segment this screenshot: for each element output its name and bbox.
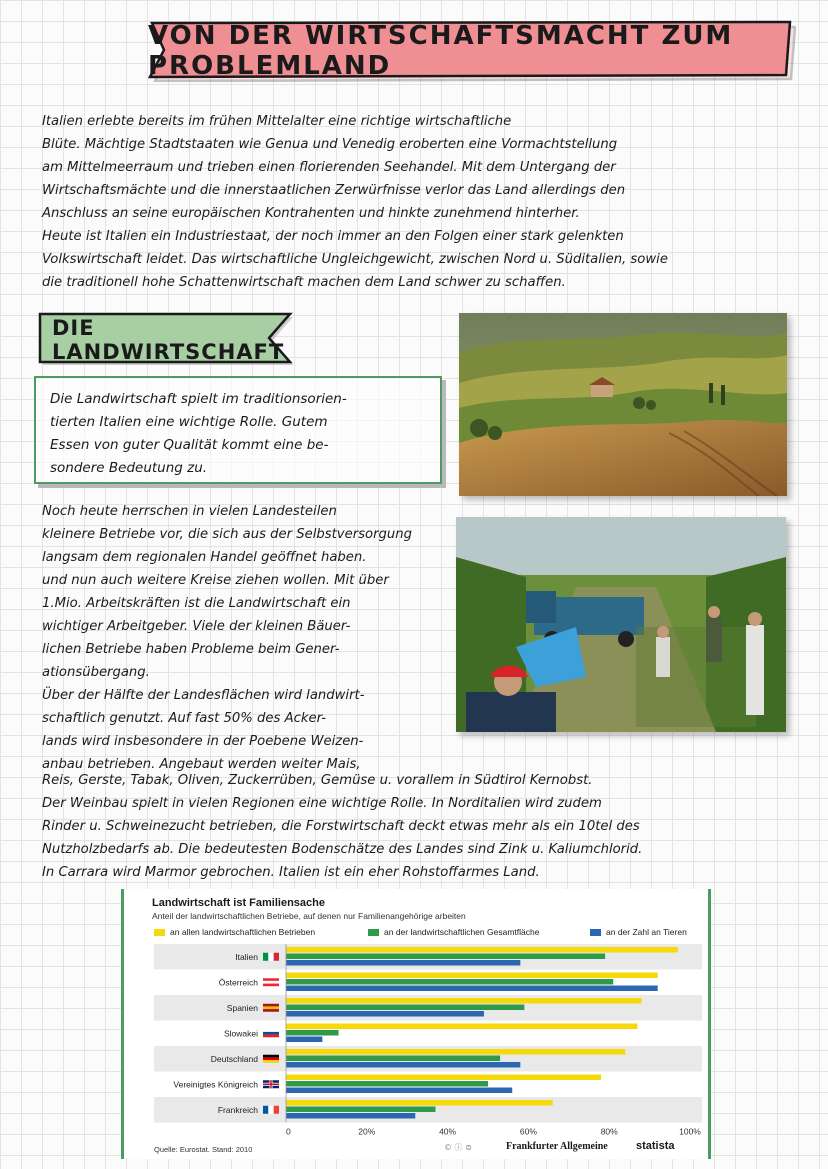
- x-tick-label: 40%: [439, 1126, 457, 1137]
- highlight-line: sondere Bedeutung zu.: [50, 460, 208, 476]
- body-paragraph-left: [42, 500, 442, 776]
- chart-plot: [124, 889, 714, 1139]
- body-line: Nutzholzbedarfs ab. Die bedeutesten Bodenschätze des Landes sind Zink u. Kaliumchlorid.: [42, 842, 643, 857]
- highlight-line: Die Landwirtschaft spielt im traditionsorien-: [50, 391, 347, 407]
- body-line: langsam dem regionalen Handel geöffnet haben.: [42, 550, 367, 565]
- bar-total-area: [286, 954, 605, 960]
- flag-stripe: [263, 1106, 268, 1114]
- intro-line: Anschluss an seine europäischen Kontrahenten und hinkte zunehmend hinterher.: [42, 206, 580, 221]
- category-label: Frankreich: [217, 1104, 258, 1115]
- bar-all-farms: [286, 947, 678, 953]
- category-label: Österreich: [218, 977, 258, 988]
- category-label: Slowakei: [223, 1028, 258, 1039]
- bar-animals: [286, 1113, 415, 1119]
- bar-animals: [286, 1062, 520, 1068]
- flag-stripe: [263, 1055, 279, 1058]
- bar-all-farms: [286, 1024, 637, 1030]
- body-line: In Carrara wird Marmor gebrochen. Italien ist ein eher Rohstoffarmes Land.: [42, 865, 540, 880]
- body-line: Rinder u. Schweinezucht betrieben, die Forstwirtschaft deckt etwas mehr als ein 10tel des: [42, 819, 640, 834]
- body-line: lichen Betriebe haben Probleme beim Gener-: [42, 642, 340, 657]
- flag-stripe: [263, 1006, 279, 1009]
- flag-stripe: [263, 1004, 279, 1007]
- bar-all-farms: [286, 1100, 553, 1106]
- page-title: VON DER WIRTSCHAFTSMACHT ZUM PROBLEMLAND: [148, 21, 734, 81]
- body-line: Reis, Gerste, Tabak, Oliven, Zuckerrüben, Gemüse u. vorallem in Südtirol Kernobst.: [42, 773, 593, 788]
- license-icons: © ⓘ ⊜: [444, 1143, 472, 1152]
- bar-total-area: [286, 1081, 488, 1087]
- bar-total-area: [286, 1107, 435, 1113]
- body-line: Über der Hälfte der Landesflächen wird landwirt-: [42, 688, 365, 703]
- category-label: Vereinigtes Königreich: [173, 1079, 258, 1090]
- chart-title: Landwirtschaft ist Familiensache: [152, 897, 325, 909]
- flag-stripe: [274, 1106, 279, 1114]
- intro-line: am Mittelmeerraum und trieben einen florierenden Seehandel. Mit dem Untergang der: [42, 160, 616, 175]
- tuscany-landscape-photo: [459, 313, 787, 496]
- category-label: Spanien: [226, 1002, 258, 1013]
- category-label: Deutschland: [210, 1053, 258, 1064]
- bar-all-farms: [286, 1049, 625, 1055]
- legend-label: an der landwirtschaftlichen Gesamtfläche: [384, 927, 540, 937]
- bar-animals: [286, 986, 658, 992]
- category-label: Italien: [235, 951, 258, 962]
- body-line: kleinere Betriebe vor, die sich aus der Selbstversorgung: [42, 527, 412, 542]
- body-line: Noch heute herrschen in vielen Landesteilen: [42, 504, 337, 519]
- publisher-faz: Frankfurter Allgemeine: [506, 1141, 608, 1152]
- intro-line: Wirtschaftsmächte und die innerstaatlichen Zerwürfnisse verlor das Land allerdings den: [42, 183, 626, 198]
- bar-animals: [286, 1037, 322, 1043]
- flag-stripe: [268, 953, 273, 961]
- flag-stripe: [263, 1060, 279, 1063]
- body-line: wichtiger Arbeitgeber. Viele der kleinen Bäuer-: [42, 619, 351, 634]
- intro-line: die traditionell hohe Schattenwirtschaft machen dem Land schwer zu schaffen.: [42, 275, 566, 290]
- highlight-box: [34, 376, 442, 484]
- flag-stripe: [270, 1080, 272, 1088]
- bar-total-area: [286, 1056, 500, 1062]
- body-line: Der Weinbau spielt in vielen Regionen eine wichtige Rolle. In Norditalien wird zudem: [42, 796, 602, 811]
- flag-stripe: [263, 981, 279, 984]
- bar-total-area: [286, 979, 613, 985]
- flag-stripe: [263, 984, 279, 987]
- flag-stripe: [263, 953, 268, 961]
- vineyard-harvest-photo: [456, 517, 786, 732]
- body-line: 1.Mio. Arbeitskräften ist die Landwirtschaft ein: [42, 596, 351, 611]
- flag-stripe: [263, 1035, 279, 1038]
- bar-total-area: [286, 1030, 339, 1036]
- body-line: lands wird insbesondere in der Poebene Weizen-: [42, 734, 364, 749]
- x-tick-label: 20%: [358, 1126, 376, 1137]
- bar-all-farms: [286, 1075, 601, 1081]
- intro-paragraph: [42, 110, 802, 294]
- legend-label: an allen landwirtschaftlichen Betrieben: [170, 927, 316, 937]
- chart-source: Quelle: Eurostat. Stand: 2010: [154, 1145, 253, 1154]
- bar-all-farms: [286, 973, 658, 979]
- flag-stripe: [274, 953, 279, 961]
- x-tick-label: 80%: [600, 1126, 618, 1137]
- body-paragraph-full: [42, 769, 810, 884]
- flag-stripe: [263, 1029, 279, 1032]
- chart-subtitle: Anteil der landwirtschaftlichen Betriebe, auf denen nur Familienangehörige arbeiten: [152, 911, 466, 921]
- body-line: schaftlich genutzt. Auf fast 50% des Acker-: [42, 711, 327, 726]
- body-line: ationsübergang.: [42, 665, 150, 680]
- bar-animals: [286, 1011, 484, 1017]
- x-tick-label: 0: [286, 1126, 291, 1137]
- section-title: DIE LANDWIRTSCHAFT: [52, 316, 285, 364]
- body-line: anbau betrieben. Angebaut werden weiter Mais,: [42, 757, 361, 772]
- flag-stripe: [263, 1009, 279, 1012]
- intro-line: Italien erlebte bereits im frühen Mittelalter eine richtige wirtschaftliche: [42, 114, 512, 129]
- bar-animals: [286, 1088, 512, 1094]
- bar-total-area: [286, 1005, 524, 1011]
- intro-line: Heute ist Italien ein Industriestaat, der noch immer an den Folgen einer stark gelenkten: [42, 229, 624, 244]
- family-farming-chart: [121, 889, 711, 1159]
- flag-stripe: [263, 1057, 279, 1060]
- x-tick-label: 100%: [679, 1126, 701, 1137]
- title-banner: [148, 20, 796, 82]
- highlight-line: tierten Italien eine wichtige Rolle. Gutem: [50, 414, 328, 430]
- intro-line: Volkswirtschaft leidet. Das wirtschaftliche Ungleichgewicht, zwischen Nord u. Süditalien, sowie: [42, 252, 668, 267]
- flag-stripe: [263, 978, 279, 981]
- bar-animals: [286, 960, 520, 966]
- bar-all-farms: [286, 998, 642, 1004]
- flag-stripe: [268, 1106, 273, 1114]
- x-tick-label: 60%: [519, 1126, 537, 1137]
- highlight-line: Essen von guter Qualität kommt eine be-: [50, 437, 329, 453]
- flag-stripe: [263, 1032, 279, 1035]
- intro-line: Blüte. Mächtige Stadtstaaten wie Genua und Venedig eroberten eine Vormachtstellung: [42, 137, 618, 152]
- publisher-statista: statista: [636, 1140, 675, 1152]
- section-banner: [38, 312, 296, 368]
- legend-label: an der Zahl an Tieren: [606, 927, 687, 937]
- body-line: und nun auch weitere Kreise ziehen wollen. Mit über: [42, 573, 389, 588]
